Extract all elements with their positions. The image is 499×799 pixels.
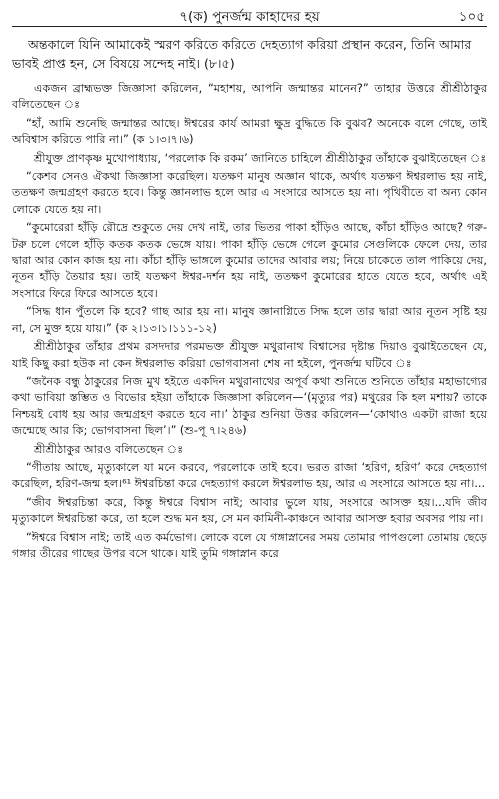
body-paragraph: শ্রীশ্রীঠাকুর আরও বলিতেছেন ঃ (34, 442, 184, 456)
quotation-paragraph: “হাঁ, আমি শুনেছি জন্মান্তর আছে। ঈশ্বরের কার্য আমরা ক্ষুদ্র বুদ্ধিতে কি বুঝব? অনেকে বলে গেছে, তাই অবিশ্বাস করিতে পারি না।” (ক ১।৩।৭।৬) (12, 116, 487, 147)
page-body (12, 35, 487, 562)
quotation-paragraph: “কুমোরেরা হাঁড়ি রৌদ্রে শুকুতে দেয় দেখ নাই, তার ভিতর পাকা হাঁড়িও আছে, কাঁচা হাঁড়িও আছে? গরু-টরু চলে গেলে হাঁড়ি কতক কতক ভেঙ্গে যায়। পাকা হাঁড়ি ভেঙ্গে গেলে কুমোর সেগুলিকে ফেলে দেয়, তার দ্বারা আর কোন কাজ হয় না। কাঁচা হাঁড়ি ভাঙ্গলে কুমোর তাদের আবার লয়; নিয়ে চাকেতে তাল পাকিয়ে দেয়, নূতন হাঁড়ি তৈয়ার হয়। তাই যতক্ষণ ঈশ্বর-দর্শন হয় নাই, ততক্ষণ কুমোরের হাতে যেতে হবে, অর্থাৎ এই সংসারে ফিরে ফিরে আসতে হবে। (12, 221, 487, 300)
quotation-paragraph: “সিদ্ধ ধান পুঁতলে কি হবে? গাছ আর হয় না। মানুষ জ্ঞানাগ্নিতে সিদ্ধ হলে তার দ্বারা আর নূতন সৃষ্টি হয় না, সে মুক্ত হয়ে যায়।” (ক ২।১৩।১।১১১-১২) (12, 305, 487, 335)
quotation-paragraph: “কেশব সেনও ঐকথা জিজ্ঞাসা করেছিল। যতক্ষণ মানুষ অজ্ঞান থাকে, অর্থাৎ যতক্ষণ ঈশ্বরলাভ হয় নাই, ততক্ষণ জন্মগ্রহণ করতে হবে। কিন্তু জ্ঞানলাভ হলে আর এ সংসারে আসতে হয় না। পৃথিবীতে বা অন্য কোন লোকে যেতে হয় না। (12, 170, 487, 216)
verse-translation: অন্তকালে যিনি আমাকেই স্মরণ করিতে করিতে দেহত্যাগ করিয়া প্রস্থান করেন, তিনি আমার ভাবই প্রাপ্ত হন, সে বিষয়ে সন্দেহ নাই। (৮।৫) (12, 37, 472, 71)
page-header (12, 4, 487, 27)
quotation-paragraph: “ঈশ্বরে বিশ্বাস নাই; তাই এত কর্মভোগ। লোকে বলে যে গঙ্গাস্নানের সময় তোমার পাপগুলো তোমায় ছেড়ে গঙ্গার তীরের গাছের উপর বসে থাকে। যাই তুমি গঙ্গাস্নান করে (12, 530, 487, 560)
body-paragraph: শ্রীযুক্ত প্রাণকৃষ্ণ মুখোপাধ্যায়, ‘পরলোক কি রকম’ জানিতে চাহিলে শ্রীশ্রীঠাকুর তাঁহাকে বুঝাইতেছেন ঃ (34, 151, 487, 165)
quotation-paragraph: “জীব ঈশ্বরচিন্তা করে, কিন্তু ঈশ্বরে বিশ্বাস নাই; আবার ভুলে যায়, সংসারে আসক্ত হয়।...যদি জীব মৃত্যুকালে ঈশ্বরচিন্তা করে, তা হলে শুদ্ধ মন হয়, সে মন কামিনী-কাঞ্চনে আবার আসক্ত হবার অবসর পায় না। (12, 495, 487, 526)
body-paragraph: শ্রীশ্রীঠাকুর তাঁহার প্রথম রসদদার পরমভক্ত শ্রীযুক্ত মথুরানাথ বিশ্বাসের দৃষ্টান্ত দিয়াও বুঝাইতেছেন যে, যাই কিছু করা হউক না কেন ঈশ্বরলাভ করিয়া ভোগবাসনা শেষ না হইলে, পুনর্জন্ম ঘটিবে ঃ (12, 340, 487, 370)
body-paragraph: একজন ব্রাহ্মভক্ত জিজ্ঞাসা করিলেন, “মহাশয়, আপনি জন্মান্তর মানেন?” তাহার উত্তরে শ্রীশ্রীঠাকুর বলিতেছেন ঃ (12, 82, 487, 112)
chapter-title: ৭(ক) পুনর্জন্ম কাহাদের হয় (179, 9, 320, 25)
page-number: ১০৫ (458, 9, 485, 25)
quotation-paragraph: “জনৈক বন্ধু ঠাকুরের নিজ মুখ হইতে একদিন মথুরানাথের অপূর্ব কথা শুনিতে শুনিতে তাঁহার মহাভাগ্যের কথা ভাবিয়া স্তম্ভিত ও বিভোর হইয়া তাঁহাকে জিজ্ঞাসা করিলেন—‘(মৃত্যুর পর) মথুরের কি হল মশায়? তাকে নিশ্চয়ই বোধ হয় আর জন্মগ্রহণ করতে হবে না।’ ঠাকুর শুনিয়া উত্তর করিলেন—‘কোথাও একটা রাজা হয়ে জন্মেছে আর কি; ভোগবাসনা ছিল’।” (শু-পূ ৭।২৪৬) (12, 374, 487, 438)
quotation-paragraph: “গীতায় আছে, মৃত্যুকালে যা মনে করবে, পরলোকে তাই হবে। ভরত রাজা ‘হরিণ, হরিণ’ করে দেহত্যাগ করেছিল, হরিণ-জন্ম হল।⁶¹ ঈশ্বরচিন্তা করে দেহত্যাগ করলে ঈশ্বরলাভ হয়, আর এ সংসারে আসতে হয় না।... (12, 460, 487, 491)
